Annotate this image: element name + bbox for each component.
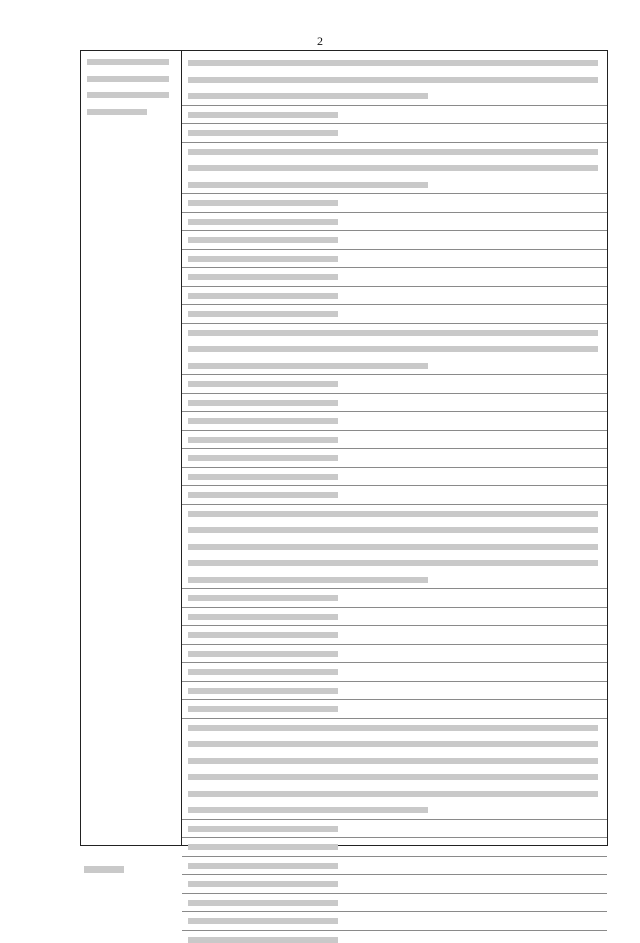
- text-line-placeholder: [188, 381, 338, 387]
- label-line-placeholder: [87, 76, 169, 82]
- text-line-placeholder: [188, 577, 428, 583]
- text-line-placeholder: [188, 758, 598, 764]
- paragraph-divider: [182, 893, 607, 894]
- paragraph-divider: [182, 837, 607, 838]
- paragraph-divider: [182, 625, 607, 626]
- text-line-placeholder: [188, 474, 338, 480]
- text-line-placeholder: [188, 311, 338, 317]
- text-line-placeholder: [188, 614, 338, 620]
- text-line-placeholder: [188, 632, 338, 638]
- paragraph-divider: [182, 448, 607, 449]
- text-line-placeholder: [188, 595, 338, 601]
- paragraph-divider: [182, 267, 607, 268]
- text-line-placeholder: [188, 200, 338, 206]
- text-line-placeholder: [188, 112, 338, 118]
- text-line-placeholder: [188, 844, 338, 850]
- paragraph-divider: [182, 467, 607, 468]
- text-line-placeholder: [188, 669, 338, 675]
- label-line-placeholder: [87, 59, 169, 65]
- label-line-placeholder: [87, 109, 147, 115]
- paragraph-divider: [182, 607, 607, 608]
- text-line-placeholder: [188, 527, 598, 533]
- text-line-placeholder: [188, 706, 338, 712]
- paragraph-divider: [182, 286, 607, 287]
- text-line-placeholder: [188, 60, 598, 66]
- paragraph-divider: [182, 304, 607, 305]
- paragraph-divider: [182, 105, 607, 106]
- text-line-placeholder: [188, 688, 338, 694]
- text-line-placeholder: [188, 511, 598, 517]
- paragraph-divider: [182, 142, 607, 143]
- footer-code-placeholder: [84, 866, 124, 873]
- text-line-placeholder: [188, 293, 338, 299]
- paragraph-divider: [182, 212, 607, 213]
- paragraph-divider: [182, 681, 607, 682]
- text-line-placeholder: [188, 937, 338, 943]
- text-line-placeholder: [188, 774, 598, 780]
- paragraph-divider: [182, 662, 607, 663]
- text-line-placeholder: [188, 791, 598, 797]
- paragraph-divider: [182, 911, 607, 912]
- paragraph-divider: [182, 644, 607, 645]
- paragraph-divider: [182, 430, 607, 431]
- text-line-placeholder: [188, 651, 338, 657]
- text-line-placeholder: [188, 725, 598, 731]
- paragraph-divider: [182, 699, 607, 700]
- paragraph-divider: [182, 588, 607, 589]
- text-line-placeholder: [188, 363, 428, 369]
- paragraph-divider: [182, 819, 607, 820]
- text-line-placeholder: [188, 455, 338, 461]
- paragraph-divider: [182, 123, 607, 124]
- paragraph-divider: [182, 193, 607, 194]
- text-line-placeholder: [188, 274, 338, 280]
- text-line-placeholder: [188, 93, 428, 99]
- text-line-placeholder: [188, 400, 338, 406]
- text-line-placeholder: [188, 346, 598, 352]
- text-line-placeholder: [188, 863, 338, 869]
- paragraph-divider: [182, 393, 607, 394]
- text-line-placeholder: [188, 256, 338, 262]
- text-line-placeholder: [188, 418, 338, 424]
- paragraph-divider: [182, 930, 607, 931]
- page-number: 2: [317, 34, 323, 48]
- paragraph-divider: [182, 323, 607, 324]
- text-line-placeholder: [188, 560, 598, 566]
- paragraph-divider: [182, 718, 607, 719]
- text-line-placeholder: [188, 881, 338, 887]
- text-line-placeholder: [188, 77, 598, 83]
- text-line-placeholder: [188, 544, 598, 550]
- text-line-placeholder: [188, 149, 598, 155]
- paragraph-divider: [182, 485, 607, 486]
- text-line-placeholder: [188, 826, 338, 832]
- text-line-placeholder: [188, 741, 598, 747]
- text-line-placeholder: [188, 492, 338, 498]
- text-line-placeholder: [188, 330, 598, 336]
- text-line-placeholder: [188, 807, 428, 813]
- text-line-placeholder: [188, 237, 338, 243]
- text-line-placeholder: [188, 182, 428, 188]
- paragraph-divider: [182, 856, 607, 857]
- paragraph-divider: [182, 504, 607, 505]
- text-line-placeholder: [188, 130, 338, 136]
- text-line-placeholder: [188, 437, 338, 443]
- text-line-placeholder: [188, 165, 598, 171]
- paragraph-divider: [182, 374, 607, 375]
- label-line-placeholder: [87, 92, 169, 98]
- budget-table: [80, 50, 608, 846]
- paragraph-divider: [182, 874, 607, 875]
- text-line-placeholder: [188, 219, 338, 225]
- paragraph-divider: [182, 249, 607, 250]
- paragraph-divider: [182, 230, 607, 231]
- paragraph-divider: [182, 411, 607, 412]
- text-line-placeholder: [188, 918, 338, 924]
